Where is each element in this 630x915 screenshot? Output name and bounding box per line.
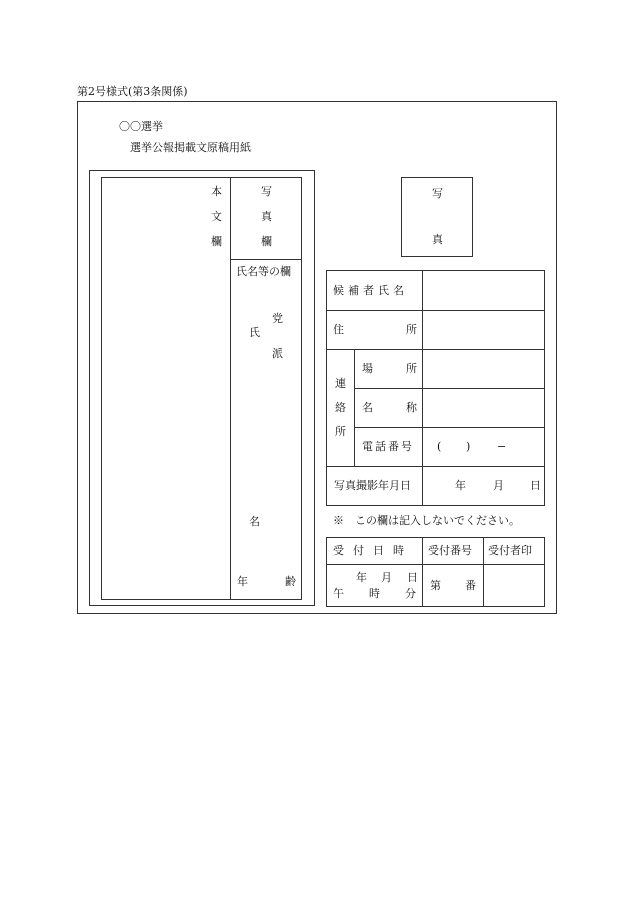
address-label-2: 所 xyxy=(406,323,417,336)
reception-divider-1 xyxy=(422,537,423,607)
phone-open-paren: ( xyxy=(437,440,442,453)
photo-col-label-2: 真 xyxy=(261,210,272,223)
contact-label-3: 所 xyxy=(335,425,346,438)
party-label-2: 派 xyxy=(272,347,283,360)
place-label-1: 場 xyxy=(362,362,373,375)
reception-month: 月 xyxy=(381,571,392,584)
reception-number-header: 受付番号 xyxy=(428,544,472,557)
name-column-label: 氏名等の欄 xyxy=(236,265,291,278)
party-label-1: 党 xyxy=(272,312,283,325)
reception-row-line xyxy=(326,564,545,565)
contact-label-1: 連 xyxy=(335,377,346,390)
info-row-line-4 xyxy=(354,427,545,428)
reception-number-suffix: 番 xyxy=(465,579,476,592)
info-row-line-5 xyxy=(326,466,545,467)
office-use-note: ※ この欄は記入しないでください。 xyxy=(333,514,520,527)
info-row-line-3 xyxy=(354,388,545,389)
contact-divider xyxy=(354,349,355,466)
reception-divider-2 xyxy=(483,537,484,607)
name-char-1: 氏 xyxy=(249,326,260,339)
reception-datetime-header: 受付日時 xyxy=(333,544,413,557)
phone-dash: − xyxy=(497,440,507,453)
address-label-1: 住 xyxy=(333,323,344,336)
candidate-name-label: 候補者氏名 xyxy=(333,284,408,297)
body-label-2: 文 xyxy=(211,210,222,223)
photo-date-year: 年 xyxy=(455,479,466,492)
phone-close-paren: ) xyxy=(466,440,471,453)
reception-hour: 時 xyxy=(369,587,380,600)
photo-column-bottom xyxy=(230,259,302,260)
name-label-1: 名 xyxy=(362,401,373,414)
name-label-2: 称 xyxy=(406,401,417,414)
age-char-1: 年 xyxy=(237,575,248,588)
photo-box-label-2: 真 xyxy=(432,233,443,246)
reception-number-prefix: 第 xyxy=(430,579,441,592)
phone-label: 電話番号 xyxy=(362,440,414,453)
photo-box-label-1: 写 xyxy=(432,187,443,200)
body-column-divider xyxy=(230,177,231,600)
name-char-2: 名 xyxy=(249,515,260,528)
info-row-line-2 xyxy=(326,349,545,350)
form-title: 選挙公報掲載文原稿用紙 xyxy=(130,141,251,154)
place-label-2: 所 xyxy=(406,362,417,375)
contact-label-2: 絡 xyxy=(335,401,346,414)
photo-date-label: 写真撮影年月日 xyxy=(334,479,411,492)
body-label-3: 欄 xyxy=(211,235,222,248)
photo-col-label-3: 欄 xyxy=(261,235,272,248)
election-name: 〇〇選挙 xyxy=(119,120,163,133)
reception-ampm: 午 xyxy=(333,587,344,600)
body-label-1: 本 xyxy=(211,185,222,198)
info-row-line-1 xyxy=(326,310,545,311)
photo-date-month: 月 xyxy=(493,479,504,492)
reception-year: 年 xyxy=(356,571,367,584)
reception-day: 日 xyxy=(407,571,418,584)
reception-stamp-header: 受付者印 xyxy=(488,544,532,557)
age-char-2: 齢 xyxy=(285,575,296,588)
photo-col-label-1: 写 xyxy=(261,185,272,198)
photo-date-day: 日 xyxy=(530,479,541,492)
form-number: 第2号様式(第3条関係) xyxy=(77,85,188,98)
reception-minute: 分 xyxy=(405,587,416,600)
